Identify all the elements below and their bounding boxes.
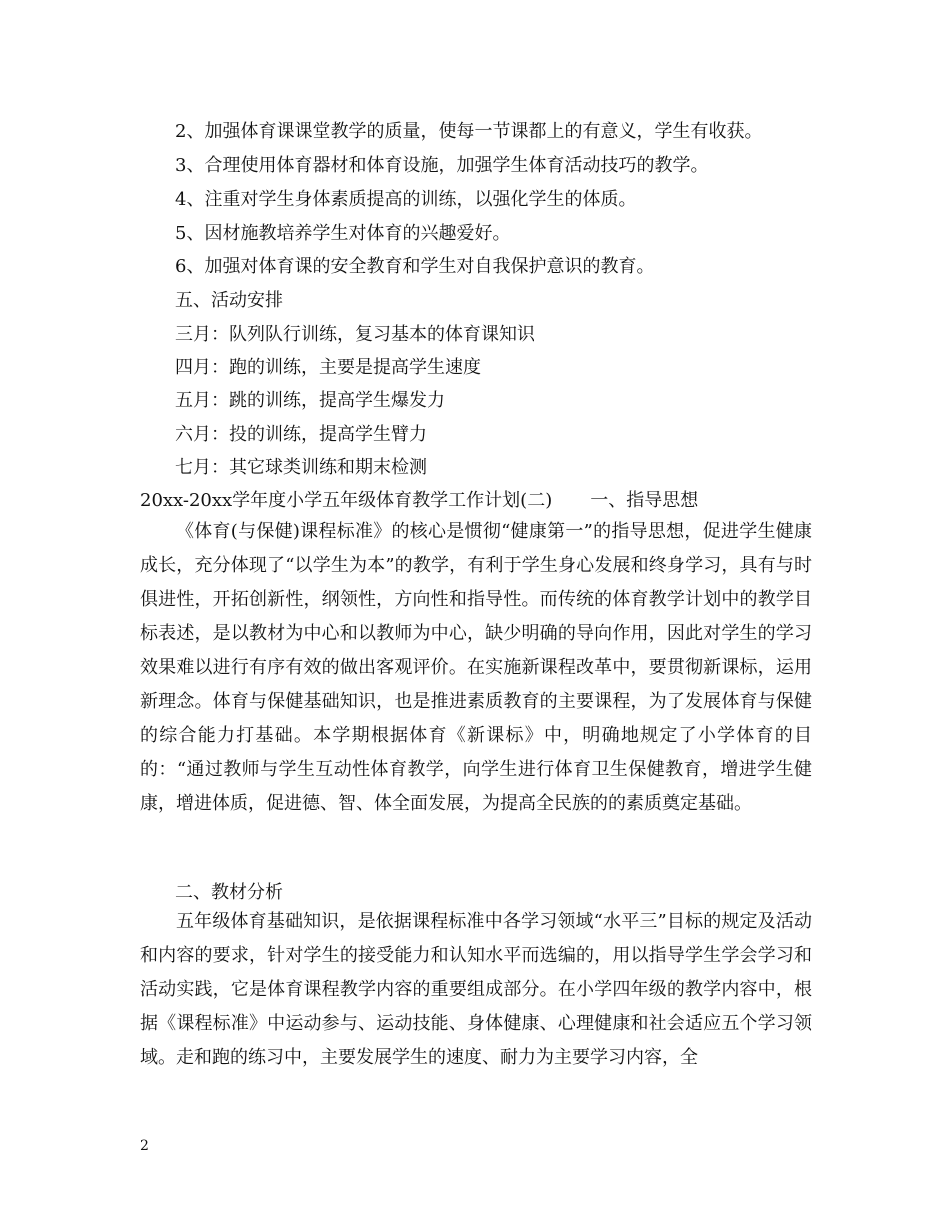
schedule-july: 七月：其它球类训练和期末检测 xyxy=(175,457,427,478)
section-heading-activities: 五、活动安排 xyxy=(175,290,283,311)
plan-title: 20xx-20xx学年度小学五年级体育教学工作计划(二) xyxy=(140,490,553,511)
guiding-paragraph: 《体育(与保健)课程标准》的核心是惯彻“健康第一”的指导思想，促进学生健康成长，充分体现了“以学生为本”的教学，有利于学生身心发展和终身学习，具有与时俱进性，开拓创新性，纲领性，方向性和指导性。而传统的体育教学计划中的教学目标表述，是以教材为中心和以教师为中心，缺少明确的导向作用，因此对学生的学习效果难以进行有序有效的做出客观评价。在实施新课程改革中，要贯彻新课标，运用新理念。体育与保健基础知识，也是推进素质教育的主要课程，为了发展体育与保健的综合能力打基础。本学期根据体育《新课标》中，明确地规定了小学体育的目的：“通过教师与学生互动性体育教学，向学生进行体育卫生保健教育，增进学生健康，增进体质，促进德、智、体全面发展，为提高全民族的的素质奠定基础。 xyxy=(140,521,812,814)
list-item-5: 5、因材施教培养学生对体育的兴趣爱好。 xyxy=(175,223,511,244)
schedule-may: 五月：跳的训练，提高学生爆发力 xyxy=(175,390,445,411)
list-item-3: 3、合理使用体育器材和体育设施，加强学生体育活动技巧的教学。 xyxy=(175,155,709,176)
list-item-6: 6、加强对体育课的安全教育和学生对自我保护意识的教育。 xyxy=(175,256,655,277)
list-item-2: 2、加强体育课课堂教学的质量，使每一节课都上的有意义，学生有收获。 xyxy=(175,121,763,142)
schedule-april: 四月：跑的训练，主要是提高学生速度 xyxy=(175,357,481,378)
section-heading-materials: 二、教材分析 xyxy=(175,882,283,903)
plan-title-line xyxy=(140,490,698,512)
section-heading-guiding: 一、指导思想 xyxy=(590,490,699,511)
list-item-4: 4、注重对学生身体素质提高的训练，以强化学生的体质。 xyxy=(175,189,637,210)
materials-paragraph: 五年级体育基础知识，是依据课程标准中各学习领域“水平三”目标的规定及活动和内容的要求，针对学生的接受能力和认知水平而选编的，用以指导学生学会学习和活动实践，它是体育课程教学内容的重要组成部分。在小学四年级的教学内容中，根据《课程标准》中运动参与、运动技能、身体健康、心理健康和社会适应五个学习领域。走和跑的练习中，主要发展学生的速度、耐力为主要学习内容，全 xyxy=(140,911,812,1068)
schedule-march: 三月：队列队行训练，复习基本的体育课知识 xyxy=(175,324,535,345)
page-number: 2 xyxy=(140,1138,149,1154)
schedule-june: 六月：投的训练，提高学生臂力 xyxy=(175,424,427,445)
